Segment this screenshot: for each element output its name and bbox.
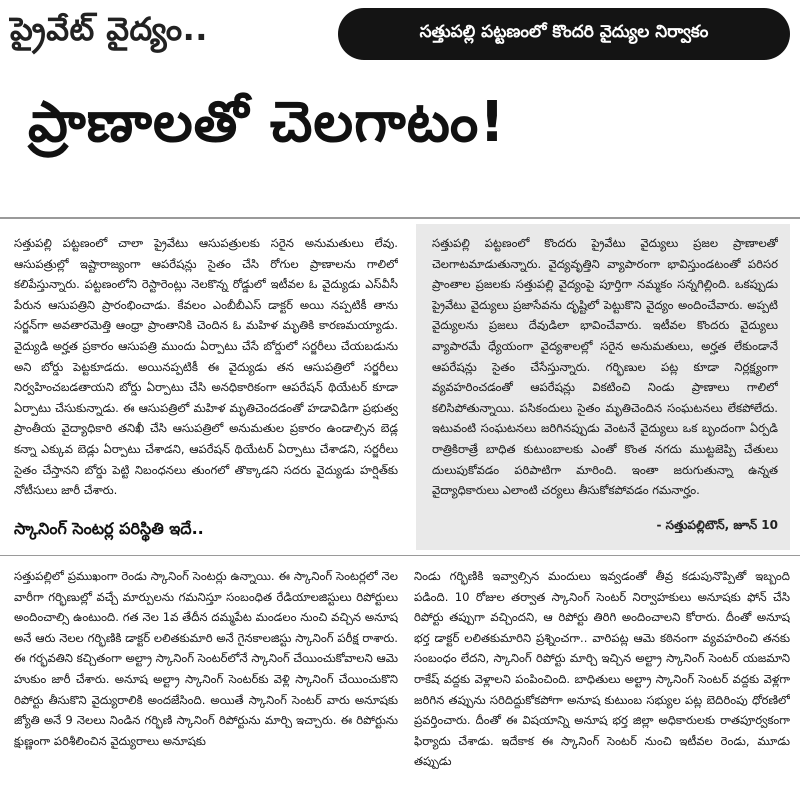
top-divider bbox=[0, 217, 800, 219]
body-paragraph: సత్తుపల్లి పట్టణంలో చాలా ప్రైవేటు ఆసుపత్రులకు సరైన అనుమతులు లేవు. ఆసుపత్రుల్లో ఇష్టారాజ్యంగా ఆపరేషన్లు సైతం చేసి రోగుల ప్రాణాలను గాలిలో కలిపేస్తున్నారు. పట్టణంలోని రెస్టారెంట్లు నెలకొన్న రోడ్డులో ఇటీవల ఓ వైద్యుడు ఎస్‌వీసీ పేరున ఆసుపత్రిని ప్రారంభించాడు. కేవలం ఎంబీబీఎస్ డాక్టర్ అయి నప్పటికీ తాను సర్జన్‌గా అవతారమెత్తి ఆంధ్రా ప్రాంతానికి చెందిన ఓ మహిళ మృతికి కారణమయ్యాడు. వైద్యుడి అర్హత ప్రకారం ఆసుపత్రి ముందు ఏర్పాటు చేసే బోర్డులో సర్జరీలు చేయబడును అని బోర్డు పెట్టకూడదు. అయినప్పటికీ ఈ వైద్యుడు తన ఆసుపత్రిలో సర్జరీలు నిర్వహించబడతాయని బోర్డు ఏర్పాటు చేసి అనధికారికంగా ఆపరేషన్ థియేటర్ కూడా ఏర్పాటు చేసుకున్నాడు. ఈ ఆసుపత్రిలో మహిళ మృతిచెందడంతో హడావిడిగా ప్రభుత్వ ప్రాంతీయ వైద్యాధికారి తనిఖీ చేసి ఆసుపత్రిలో అనుమతుల ప్రకారం ఉండాల్సిన బెడ్ల కన్నా ఎక్కువ బెడ్లు ఏర్పాటు చేశాడని, ఆపరేషన్ థియేటర్ ఏర్పాటు చేశాడని, సర్జరీలు సైతం చేస్తానని బోర్డు పెట్టి నిబంధనలు తుంగలో తొక్కాడని సదరు వైద్యుడు హర్షిత్‌కు నోటీసులు జారీ చేశారు. bbox=[14, 236, 398, 498]
headline: ప్రాణాలతో చెలగాటం! bbox=[28, 90, 506, 155]
subhead: స్కానింగ్ సెంటర్ల పరిస్థితి ఇదే.. bbox=[14, 519, 204, 538]
deck-text: సత్తుపల్లి పట్టణంలో కొందరి వైద్యుల నిర్వాకం bbox=[419, 22, 709, 42]
body-paragraph: నిండు గర్భిణికి ఇవ్వాల్సిన మందులు ఇవ్వడంతో తీవ్ర కడుపునొప్పితో ఇబ్బంది పడింది. 10 రోజుల తర్వాత స్కానింగ్ సెంటర్ నిర్వాహకులు అనూషకు ఫోన్ చేసి రిపోర్టు తప్పుగా వచ్చిందని, ఆ రిపోర్టు తిరిగి అందించాలని కోరారు. దీంతో అనూష భర్త డాక్టర్ లలితకుమారిని ప్రశ్నించగా.. వారిపట్ల ఆమె కఠినంగా వ్యవహరించి తనకు సంబంధం లేదని, స్కానింగ్ రిపోర్టు మార్చి ఇచ్చిన అల్ట్రా స్కానింగ్ సెంటర్ యజమాని రాకేష్ వద్దకు వెళ్లాలని పంపించింది. బాధితులు అల్ట్రా స్కానింగ్ సెంటర్ వద్దకు వెళ్లగా జరిగిన తప్పును సరిదిద్దుకోకపోగా అనూష కుటుంబ సభ్యుల పట్ల బెదిరింపు ధోరణిలో ప్రవర్తించారు. దీంతో ఈ విషయాన్ని అనూష భర్త జిల్లా అధికారులకు రాతపూర్వకంగా ఫిర్యాదు చేశాడు. ఇదేకాక ఈ స్కానింగ్ సెంటర్ నుంచి ఇటీవల రెండు, మూడు తప్పుడు bbox=[414, 569, 790, 769]
body-paragraph: సత్తుపల్లి పట్టణంలో కొందరు ప్రైవేటు వైద్యులు ప్రజల ప్రాణాలతో చెలగాటమాడుతున్నారు. వైద్యవృత్తిని వ్యాపారంగా భావిస్తుండటంతో పరిసర ప్రాంతాల ప్రజలకు సత్తుపల్లి వైద్యంపై పూర్తిగా నమ్మకం సన్నగిల్లింది. ఒకప్పుడు ప్రైవేటు వైద్యులు ప్రజాసేవను దృష్టిలో పెట్టుకొని వైద్యం అందించేవారు. అప్పటి వైద్యులను ప్రజలు దేవుడిలా భావించేవారు. ఇటీవల కొందరు వైద్యులు వ్యాపారమే ధ్యేయంగా వైద్యశాలల్లో సరైన అనుమతులు, అర్హత లేకుండానే ఆపరేషన్లు సైతం చేసేస్తున్నారు. గర్భిణుల పట్ల కూడా నిర్లక్ష్యంగా వ్యవహరించడంతో ఆపరేషన్లు వికటించి నిండు ప్రాణాలు గాలిలో కలిసిపోతున్నాయి. పసికందులు సైతం మృతిచెందిన సంఘటనలు లేకపోలేదు. ఇటువంటి సంఘటనలు జరిగినప్పుడు వెంటనే వైద్యులు ఒక బృందంగా ఏర్పడి రాత్రికిరాత్రే బాధిత కుటుంబాలకు ఎంతో కొంత నగదు ముట్టజెప్పి చేతులు దులుపుకోవడం పరిపాటిగా మారింది. ఇంతా జరుగుతున్నా ఉన్నత వైద్యాధికారులు ఎలాంటి చర్యలు తీసుకోకపోవడం గమనార్హం. bbox=[432, 236, 778, 498]
mid-divider bbox=[0, 555, 800, 556]
body-paragraph: సత్తుపల్లిలో ప్రముఖంగా రెండు స్కానింగ్ సెంటర్లు ఉన్నాయి. ఈ స్కానింగ్ సెంటర్లలో నెల వారీగా గర్భిణుల్లో వచ్చే మార్పులను గమనిస్తూ సంబంధిత రేడియాలజిస్టులు రిపోర్టులు అందించాల్సి ఉంటుంది. గత నెల 1వ తేదీన దమ్మపేట మండలం నుంచి వచ్చిన అనూష అనే ఆరు నెలల గర్భిణికి డాక్టర్ లలితకుమారి అనే గైనకాలజిస్టు స్కానింగ్ పరీక్ష రాశారు. ఈ గర్భవతిని కచ్చితంగా అల్ట్రా స్కానింగ్ సెంటర్‌లోనే స్కానింగ్ చేయించుకోవాలని ఆమె హుకుం జారీ చేశారు. అనూష అల్ట్రా స్కానింగ్ సెంటర్‌కు వెళ్లి స్కానింగ్ చేయించుకొని రిపోర్టు తీసుకొని వైద్యురాలికి అందజేసింది. అయితే స్కానింగ్ సెంటర్ వారు అనూషకు జ్యోతి అనే 9 నెలలు నిండిన గర్భిణి స్కానింగ్ రిపోర్టును మార్చి ఇచ్చారు. ఈ రిపోర్టును క్షుణ్ణంగా పరిశీలించిన వైద్యురాలు అనూషకు bbox=[14, 569, 398, 748]
dateline: - సత్తుపల్లిటౌన్, జూన్ 10 bbox=[656, 518, 778, 532]
kicker-title: ప్రైవేట్ వైద్యం.. bbox=[10, 10, 208, 48]
col-bottom-left bbox=[14, 566, 398, 788]
col-top-right bbox=[432, 233, 778, 513]
deck-banner bbox=[338, 8, 790, 60]
col-top-left bbox=[14, 233, 398, 511]
col-bottom-right bbox=[414, 566, 790, 788]
